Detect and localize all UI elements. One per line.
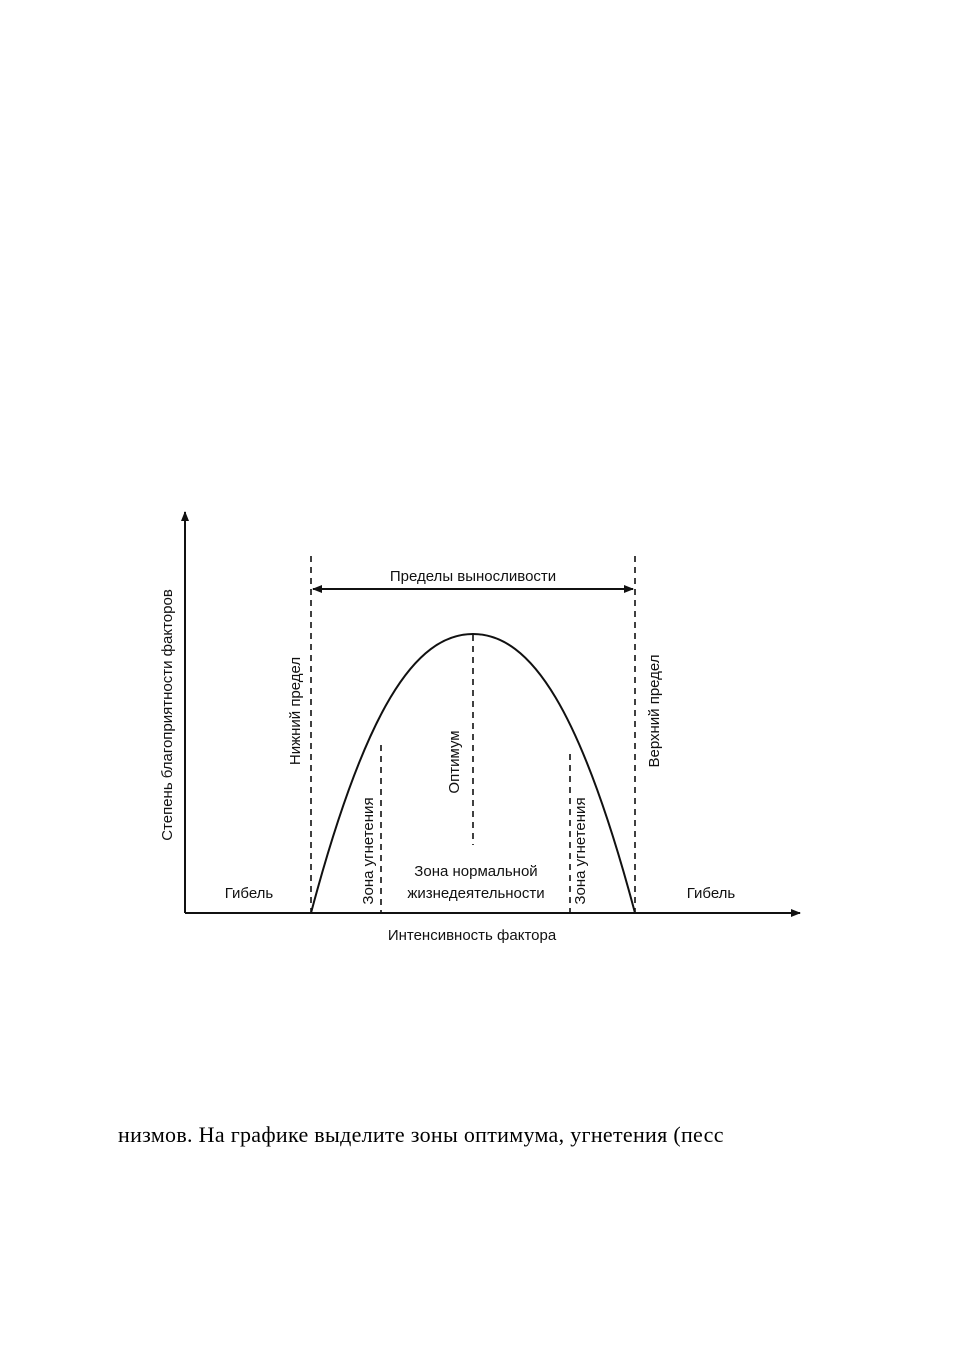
left-death-label: Гибель: [224, 885, 274, 902]
lower-limit-label: Нижний предел: [287, 656, 304, 766]
y-axis-label: Степень благоприятности факторов: [159, 589, 176, 841]
normal-zone-label-line2: жизнедеятельности: [407, 885, 545, 902]
tolerance-limits-label: Пределы выносливости: [389, 568, 557, 585]
optimum-label: Оптимум: [446, 730, 463, 794]
normal-zone-label-line1: Зона нормальной: [414, 863, 538, 880]
body-text: низмов. На графике выделите зоны оптимума, угнетения (песс: [118, 1122, 724, 1147]
upper-limit-label: Верхний предел: [646, 654, 663, 768]
left-suppression-label: Зона угнетения: [360, 797, 377, 905]
right-suppression-label: Зона угнетения: [572, 797, 589, 905]
right-death-label: Гибель: [686, 885, 736, 902]
x-axis-label: Интенсивность фактора: [387, 927, 557, 944]
